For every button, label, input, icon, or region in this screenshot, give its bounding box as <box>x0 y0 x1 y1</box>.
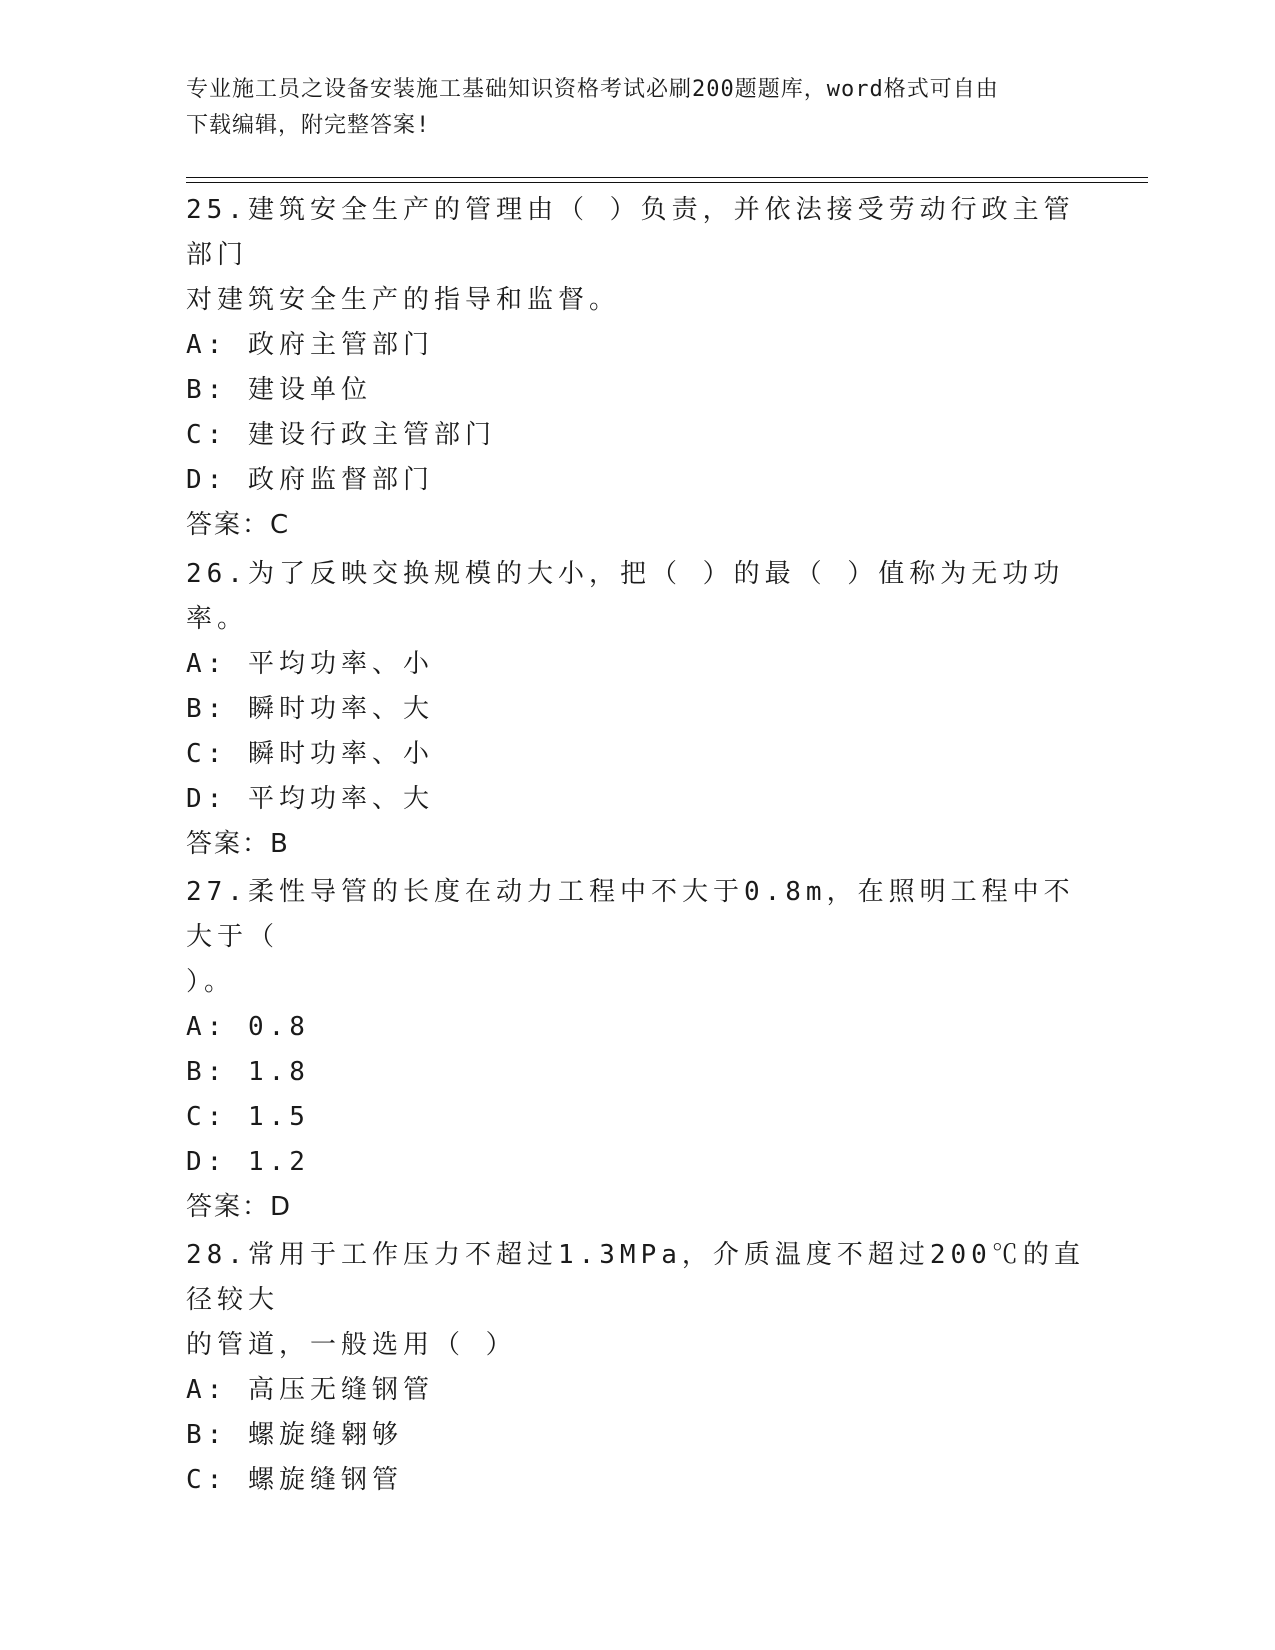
header-divider-top <box>186 177 1148 178</box>
header-line-2: 下载编辑，附完整答案! <box>186 113 431 138</box>
question-text-line-2: 的管道，一般选用（ ） <box>186 1330 517 1360</box>
question-text-line-1: 28.常用于工作压力不超过1.3MPa，介质温度不超过200℃的直径较大 <box>186 1240 1085 1315</box>
question-text-line-1: 27.柔性导管的长度在动力工程中不大于0.8m，在照明工程中不大于（ <box>186 877 1075 952</box>
option-b: B: 1.8 <box>186 1057 310 1087</box>
header-line-1: 专业施工员之设备安装施工基础知识资格考试必刷200题题库，word格式可自由 <box>186 77 999 102</box>
header-divider-bottom <box>186 182 1148 183</box>
question-26 <box>186 552 1086 867</box>
option-c: C: 1.5 <box>186 1102 310 1132</box>
option-c: C: 建设行政主管部门 <box>186 420 496 450</box>
option-d: D: 1.2 <box>186 1147 310 1177</box>
question-text-line-1: 25.建筑安全生产的管理由（ ）负责，并依法接受劳动行政主管部门 <box>186 195 1075 270</box>
option-a: A: 政府主管部门 <box>186 330 434 360</box>
option-a: A: 高压无缝钢管 <box>186 1375 434 1405</box>
question-text-line-2: ）。 <box>186 967 236 997</box>
option-b: B: 螺旋缝翱够 <box>186 1420 403 1450</box>
answer: 答案：D <box>186 1192 293 1222</box>
document-header <box>186 72 1066 144</box>
option-a: A: 平均功率、小 <box>186 649 434 679</box>
option-c: C: 瞬时功率、小 <box>186 739 434 769</box>
option-d: D: 政府监督部门 <box>186 465 434 495</box>
question-25 <box>186 188 1086 548</box>
option-b: B: 瞬时功率、大 <box>186 694 434 724</box>
question-text-line-2: 对建筑安全生产的指导和监督。 <box>186 285 621 315</box>
question-27 <box>186 870 1086 1230</box>
answer: 答案：B <box>186 829 290 859</box>
option-a: A: 0.8 <box>186 1012 310 1042</box>
answer: 答案：C <box>186 510 291 540</box>
question-text-line-1: 26.为了反映交换规模的大小，把（ ）的最（ ）值称为无功功率。 <box>186 559 1065 634</box>
option-b: B: 建设单位 <box>186 375 372 405</box>
question-28 <box>186 1233 1086 1503</box>
option-c: C: 螺旋缝钢管 <box>186 1465 403 1495</box>
option-d: D: 平均功率、大 <box>186 784 434 814</box>
